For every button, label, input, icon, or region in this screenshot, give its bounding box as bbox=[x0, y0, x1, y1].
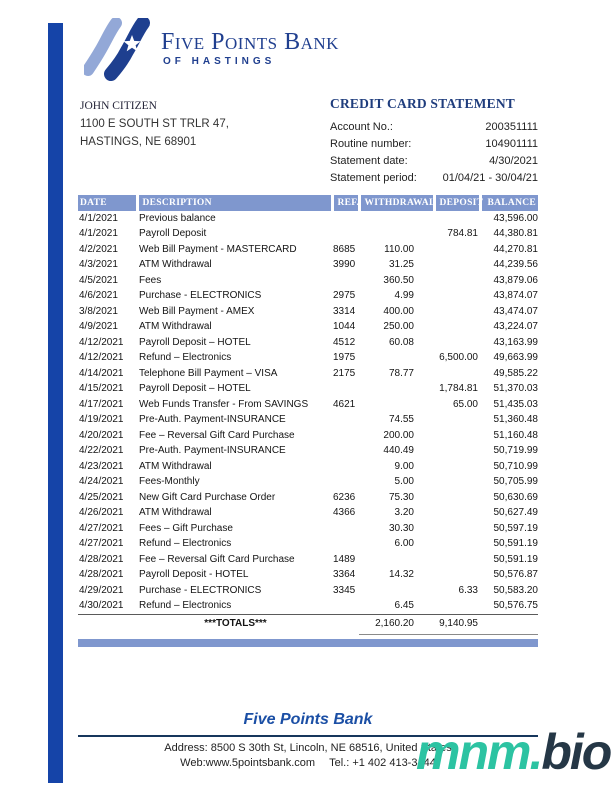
cell-deposit bbox=[434, 599, 480, 615]
cell-date: 4/15/2021 bbox=[79, 383, 124, 394]
cell-withdrawal: 9.00 bbox=[394, 460, 414, 472]
col-header-deposit: DEPOSIT bbox=[434, 195, 480, 211]
cell-ref bbox=[332, 599, 359, 615]
cell-withdrawal: 3.20 bbox=[394, 507, 414, 518]
cell-deposit bbox=[434, 413, 480, 429]
table-row bbox=[78, 583, 538, 599]
transactions-table bbox=[78, 195, 538, 635]
cell-withdrawal bbox=[359, 397, 434, 413]
cell-date: 4/26/2021 bbox=[79, 507, 124, 518]
cell-ref: 4512 bbox=[333, 336, 356, 348]
table-row bbox=[78, 537, 538, 553]
cell-ref bbox=[332, 413, 359, 429]
cell-balance: 43,596.00 bbox=[493, 212, 538, 224]
cell-withdrawal: 75.30 bbox=[388, 491, 414, 503]
cell-ref: 8685 bbox=[333, 243, 356, 255]
cell-date: 4/29/2021 bbox=[79, 584, 124, 596]
cell-withdrawal: 4.99 bbox=[394, 290, 414, 301]
cell-deposit bbox=[434, 506, 480, 522]
cell-description: Fees-Monthly bbox=[139, 476, 200, 487]
table-row bbox=[78, 459, 538, 475]
statement-date-label: Statement date: bbox=[330, 155, 408, 167]
table-row bbox=[78, 227, 538, 243]
customer-address-block bbox=[80, 97, 229, 151]
customer-address-line1: 1100 E SOUTH ST TRLR 47, bbox=[80, 118, 229, 130]
col-header-ref: REF. bbox=[332, 195, 359, 211]
cell-withdrawal bbox=[359, 211, 434, 227]
cell-description: ATM Withdrawal bbox=[139, 460, 212, 472]
cell-ref: 6236 bbox=[333, 491, 356, 503]
cell-description: Fee – Reversal Gift Card Purchase bbox=[139, 429, 295, 441]
cell-ref bbox=[332, 428, 359, 444]
cell-date: 4/20/2021 bbox=[79, 429, 124, 441]
statement-field-period bbox=[330, 170, 538, 187]
cell-date: 4/30/2021 bbox=[79, 600, 124, 611]
cell-ref: 1489 bbox=[333, 553, 356, 565]
statement-field-account bbox=[330, 119, 538, 136]
cell-description: Web Funds Transfer - From SAVINGS bbox=[139, 398, 309, 410]
table-row bbox=[78, 490, 538, 506]
cell-withdrawal: 110.00 bbox=[384, 243, 414, 255]
footer-tel: Tel.: +1 402 413-3444 bbox=[329, 757, 436, 769]
cell-balance: 44,380.81 bbox=[493, 228, 538, 239]
cell-ref: 3345 bbox=[333, 584, 356, 596]
cell-date: 4/1/2021 bbox=[79, 228, 118, 239]
cell-withdrawal: 31.25 bbox=[388, 259, 414, 270]
cell-date: 4/25/2021 bbox=[79, 491, 124, 503]
table-row bbox=[78, 552, 538, 568]
totals-withdrawal: 2,160.20 bbox=[359, 615, 434, 635]
bank-tagline: OF HASTINGS bbox=[163, 56, 276, 67]
cell-withdrawal bbox=[359, 583, 434, 599]
bank-name: Five Points Bank bbox=[161, 29, 339, 55]
cell-date: 4/6/2021 bbox=[79, 290, 118, 301]
cell-description: Payroll Deposit – HOTEL bbox=[139, 383, 251, 394]
totals-empty-balance bbox=[480, 615, 538, 635]
footer-bank-name: Five Points Bank bbox=[243, 711, 373, 728]
account-number-value: 200351111 bbox=[485, 121, 538, 133]
cell-ref: 3364 bbox=[333, 569, 356, 580]
table-row bbox=[78, 397, 538, 413]
account-number-label: Account No.: bbox=[330, 121, 393, 133]
cell-withdrawal: 400.00 bbox=[383, 305, 414, 317]
cell-withdrawal: 60.08 bbox=[388, 336, 414, 348]
cell-balance: 50,583.20 bbox=[493, 584, 538, 596]
col-header-balance: BALANCE bbox=[480, 195, 538, 211]
table-row bbox=[78, 351, 538, 367]
watermark-dark-part: bio bbox=[541, 724, 611, 780]
cell-date: 4/22/2021 bbox=[79, 445, 124, 456]
cell-description: Previous balance bbox=[139, 212, 216, 224]
table-row bbox=[78, 258, 538, 274]
cell-balance: 50,705.99 bbox=[493, 476, 538, 487]
statement-info-block bbox=[330, 96, 538, 187]
statement-title: CREDIT CARD STATEMENT bbox=[330, 96, 515, 111]
cell-withdrawal: 440.49 bbox=[383, 445, 414, 456]
cell-ref: 1975 bbox=[333, 352, 356, 363]
cell-description: ATM Withdrawal bbox=[139, 259, 212, 270]
cell-balance: 50,630.69 bbox=[493, 491, 538, 503]
cell-date: 4/24/2021 bbox=[79, 476, 124, 487]
cell-description: Payroll Deposit – HOTEL bbox=[139, 336, 251, 348]
table-row bbox=[78, 568, 538, 584]
cell-description: Telephone Bill Payment – VISA bbox=[139, 367, 278, 379]
cell-ref bbox=[332, 211, 359, 227]
table-row bbox=[78, 521, 538, 537]
cell-withdrawal: 360.50 bbox=[383, 274, 414, 286]
cell-description: Refund – Electronics bbox=[139, 600, 232, 611]
cell-description: Pre-Auth. Payment-INSURANCE bbox=[139, 414, 286, 425]
cell-ref: 4366 bbox=[333, 507, 356, 518]
cell-deposit bbox=[434, 521, 480, 537]
left-accent-bar bbox=[48, 23, 63, 783]
cell-balance: 50,719.99 bbox=[493, 445, 538, 456]
cell-description: Purchase - ELECTRONICS bbox=[139, 290, 262, 301]
col-header-date: DATE bbox=[78, 195, 137, 211]
cell-deposit bbox=[434, 475, 480, 491]
cell-date: 4/3/2021 bbox=[79, 259, 118, 270]
cell-description: New Gift Card Purchase Order bbox=[139, 491, 276, 503]
customer-name: JOHN CITIZEN bbox=[80, 100, 157, 112]
cell-balance: 49,585.22 bbox=[493, 367, 538, 379]
table-row bbox=[78, 289, 538, 305]
cell-withdrawal: 200.00 bbox=[383, 429, 414, 441]
cell-description: Payroll Deposit bbox=[139, 228, 207, 239]
cell-description: Pre-Auth. Payment-INSURANCE bbox=[139, 445, 286, 456]
cell-description: Fees – Gift Purchase bbox=[139, 522, 233, 534]
totals-empty-date bbox=[78, 615, 137, 635]
cell-date: 4/12/2021 bbox=[79, 336, 124, 348]
cell-balance: 50,597.19 bbox=[493, 522, 538, 534]
routing-number-label: Routine number: bbox=[330, 138, 412, 150]
cell-withdrawal bbox=[359, 227, 434, 243]
cell-withdrawal: 30.30 bbox=[388, 522, 414, 534]
table-row bbox=[78, 382, 538, 398]
cell-withdrawal: 6.45 bbox=[394, 600, 414, 611]
cell-ref bbox=[332, 537, 359, 553]
cell-date: 4/14/2021 bbox=[79, 367, 124, 379]
cell-balance: 44,270.81 bbox=[493, 243, 538, 255]
cell-ref: 3990 bbox=[333, 259, 356, 270]
cell-date: 4/23/2021 bbox=[79, 460, 124, 472]
cell-deposit bbox=[434, 568, 480, 584]
cell-deposit bbox=[434, 366, 480, 382]
cell-deposit bbox=[434, 320, 480, 336]
cell-balance: 43,879.06 bbox=[493, 274, 538, 286]
statement-field-date bbox=[330, 153, 538, 170]
cell-balance: 51,370.03 bbox=[493, 383, 538, 394]
col-header-withdrawal: WITHDRAWAL bbox=[359, 195, 434, 211]
cell-description: Purchase - ELECTRONICS bbox=[139, 584, 262, 596]
table-bottom-bar bbox=[78, 639, 538, 647]
table-row bbox=[78, 335, 538, 351]
cell-balance: 44,239.56 bbox=[493, 259, 538, 270]
table-row bbox=[78, 599, 538, 615]
cell-date: 4/19/2021 bbox=[79, 414, 124, 425]
cell-date: 4/12/2021 bbox=[79, 352, 124, 363]
cell-balance: 51,435.03 bbox=[493, 398, 538, 410]
table-header-row bbox=[78, 195, 538, 211]
cell-date: 4/5/2021 bbox=[79, 274, 118, 286]
bank-logo bbox=[84, 18, 339, 82]
cell-ref bbox=[332, 475, 359, 491]
statement-field-routing bbox=[330, 136, 538, 153]
customer-address-line2: HASTINGS, NE 68901 bbox=[80, 136, 197, 148]
cell-date: 4/28/2021 bbox=[79, 569, 124, 580]
cell-deposit: 6.33 bbox=[458, 584, 478, 596]
cell-deposit bbox=[434, 537, 480, 553]
cell-description: Refund – Electronics bbox=[139, 538, 232, 549]
cell-balance: 50,591.19 bbox=[493, 538, 538, 549]
cell-balance: 50,710.99 bbox=[493, 460, 538, 472]
cell-deposit bbox=[434, 242, 480, 258]
table-row bbox=[78, 506, 538, 522]
cell-deposit: 65.00 bbox=[452, 398, 478, 410]
table-row bbox=[78, 273, 538, 289]
table-row bbox=[78, 320, 538, 336]
cell-withdrawal: 250.00 bbox=[383, 321, 414, 332]
cell-deposit bbox=[434, 444, 480, 460]
cell-ref: 1044 bbox=[333, 321, 356, 332]
cell-description: Web Bill Payment - AMEX bbox=[139, 305, 255, 317]
table-row bbox=[78, 242, 538, 258]
cell-ref: 2175 bbox=[333, 367, 356, 379]
cell-ref bbox=[332, 444, 359, 460]
cell-balance: 43,874.07 bbox=[493, 290, 538, 301]
cell-deposit bbox=[434, 304, 480, 320]
cell-description: Fees bbox=[139, 274, 162, 286]
cell-ref bbox=[332, 521, 359, 537]
mnm-bio-watermark bbox=[416, 724, 611, 780]
transactions-table-wrap bbox=[78, 195, 538, 647]
cell-balance: 50,591.19 bbox=[493, 553, 538, 565]
cell-balance: 43,163.99 bbox=[493, 336, 538, 348]
cell-description: ATM Withdrawal bbox=[139, 507, 212, 518]
cell-withdrawal bbox=[359, 552, 434, 568]
watermark-green-part: mnm. bbox=[416, 724, 542, 780]
routing-number-value: 104901111 bbox=[485, 138, 538, 150]
cell-deposit: 6,500.00 bbox=[439, 352, 478, 363]
totals-row bbox=[78, 615, 538, 635]
cell-withdrawal: 14.32 bbox=[388, 569, 414, 580]
col-header-description: DESCRIPTION bbox=[137, 195, 332, 211]
cell-deposit bbox=[434, 211, 480, 227]
cell-deposit bbox=[434, 335, 480, 351]
footer-address: Address: 8500 S 30th St, Lincoln, NE 68516, United States bbox=[164, 742, 452, 754]
cell-ref: 3314 bbox=[333, 305, 356, 317]
statement-date-value: 4/30/2021 bbox=[489, 155, 538, 167]
table-row bbox=[78, 366, 538, 382]
cell-withdrawal: 78.77 bbox=[388, 367, 414, 379]
cell-withdrawal bbox=[359, 382, 434, 398]
totals-label: ***TOTALS*** bbox=[137, 615, 332, 635]
cell-ref bbox=[332, 459, 359, 475]
cell-date: 4/9/2021 bbox=[79, 321, 118, 332]
cell-description: Payroll Deposit - HOTEL bbox=[139, 569, 249, 580]
table-row bbox=[78, 413, 538, 429]
cell-deposit bbox=[434, 273, 480, 289]
cell-date: 4/28/2021 bbox=[79, 553, 124, 565]
cell-withdrawal: 5.00 bbox=[394, 476, 414, 487]
cell-deposit bbox=[434, 490, 480, 506]
bank-logo-text bbox=[161, 18, 339, 67]
table-row bbox=[78, 444, 538, 460]
cell-balance: 43,474.07 bbox=[493, 305, 538, 317]
cell-ref bbox=[332, 382, 359, 398]
cell-ref bbox=[332, 227, 359, 243]
statement-period-value: 01/04/21 - 30/04/21 bbox=[442, 172, 538, 184]
cell-balance: 50,576.87 bbox=[493, 569, 538, 580]
cell-deposit bbox=[434, 428, 480, 444]
totals-deposit: 9,140.95 bbox=[434, 615, 480, 635]
cell-ref: 2975 bbox=[333, 290, 356, 301]
cell-description: Refund – Electronics bbox=[139, 352, 232, 363]
cell-deposit: 1,784.81 bbox=[439, 383, 478, 394]
cell-description: ATM Withdrawal bbox=[139, 321, 212, 332]
cell-deposit bbox=[434, 258, 480, 274]
cell-description: Fee – Reversal Gift Card Purchase bbox=[139, 553, 295, 565]
cell-balance: 51,160.48 bbox=[493, 429, 538, 441]
cell-date: 4/1/2021 bbox=[79, 212, 118, 224]
cell-deposit: 784.81 bbox=[447, 228, 478, 239]
cell-withdrawal bbox=[359, 351, 434, 367]
cell-withdrawal: 6.00 bbox=[394, 538, 414, 549]
cell-description: Web Bill Payment - MASTERCARD bbox=[139, 243, 297, 255]
cell-withdrawal: 74.55 bbox=[388, 414, 414, 425]
cell-balance: 43,224.07 bbox=[493, 321, 538, 332]
table-row bbox=[78, 428, 538, 444]
cell-deposit bbox=[434, 459, 480, 475]
cell-balance: 50,576.75 bbox=[493, 600, 538, 611]
statement-period-label: Statement period: bbox=[330, 172, 417, 184]
cell-balance: 51,360.48 bbox=[493, 414, 538, 425]
transactions-body bbox=[78, 211, 538, 615]
cell-deposit bbox=[434, 552, 480, 568]
cell-date: 4/27/2021 bbox=[79, 538, 124, 549]
table-row bbox=[78, 211, 538, 227]
table-row bbox=[78, 304, 538, 320]
cell-ref bbox=[332, 273, 359, 289]
totals-empty-ref bbox=[332, 615, 359, 635]
cell-ref: 4621 bbox=[333, 398, 356, 410]
cell-date: 4/17/2021 bbox=[79, 398, 124, 410]
cell-balance: 50,627.49 bbox=[493, 507, 538, 518]
footer-web: Web:www.5pointsbank.com bbox=[180, 757, 316, 769]
cell-date: 3/8/2021 bbox=[79, 305, 118, 317]
cell-date: 4/2/2021 bbox=[79, 243, 118, 255]
bank-logo-swoosh-star-icon bbox=[84, 18, 156, 82]
cell-balance: 49,663.99 bbox=[493, 352, 538, 363]
cell-deposit bbox=[434, 289, 480, 305]
cell-date: 4/27/2021 bbox=[79, 522, 124, 534]
table-row bbox=[78, 475, 538, 491]
